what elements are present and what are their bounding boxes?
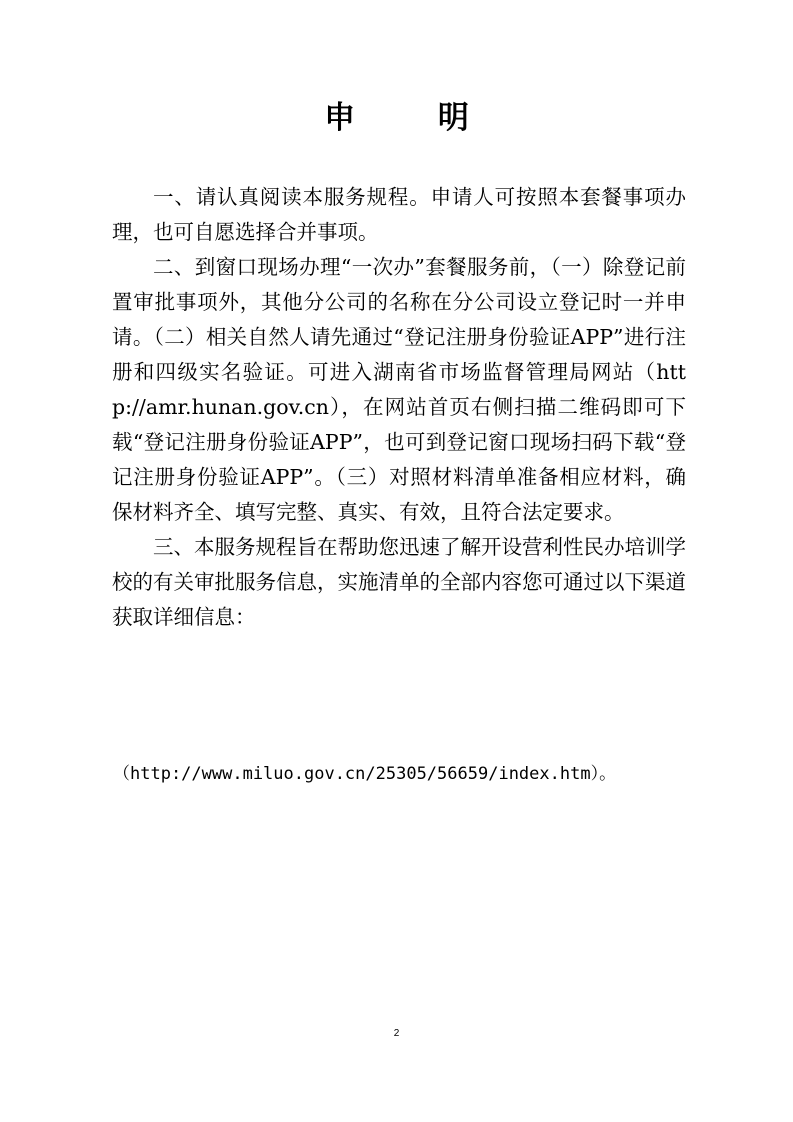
- paragraph-3: 三、本服务规程旨在帮助您迅速了解开设营利性民办培训学校的有关审批服务信息，实施清单的全部内容您可通过以下渠道获取详细信息：: [112, 535, 686, 629]
- paragraph-1: 一、请认真阅读本服务规程。申请人可按照本套餐事项办理，也可自愿选择合并事项。: [112, 185, 686, 244]
- page-number: 2: [393, 1028, 400, 1039]
- page-title: 申 明: [324, 100, 505, 136]
- info-url-line: （http://www.miluo.gov.cn/25305/56659/index.htm）。: [113, 764, 617, 784]
- paragraph-2: 二、到窗口现场办理“一次办”套餐服务前，（一）除登记前置审批事项外，其他分公司的名称在分公司设立登记时一并申请。（二）相关自然人请先通过“登记注册身份验证APP”进行注册和四级实名验证。可进入湖南省市场监督管理局网站（http://amr.hunan.gov.cn），在网站首页右侧扫描二维码即可下载“登记注册身份验证APP”，也可到登记窗口现场扫码下载“登记注册身份验证APP”。（三）对照材料清单准备相应材料，确保材料齐全、填写完整、真实、有效，且符合法定要求。: [112, 255, 686, 524]
- document-body: [112, 180, 686, 635]
